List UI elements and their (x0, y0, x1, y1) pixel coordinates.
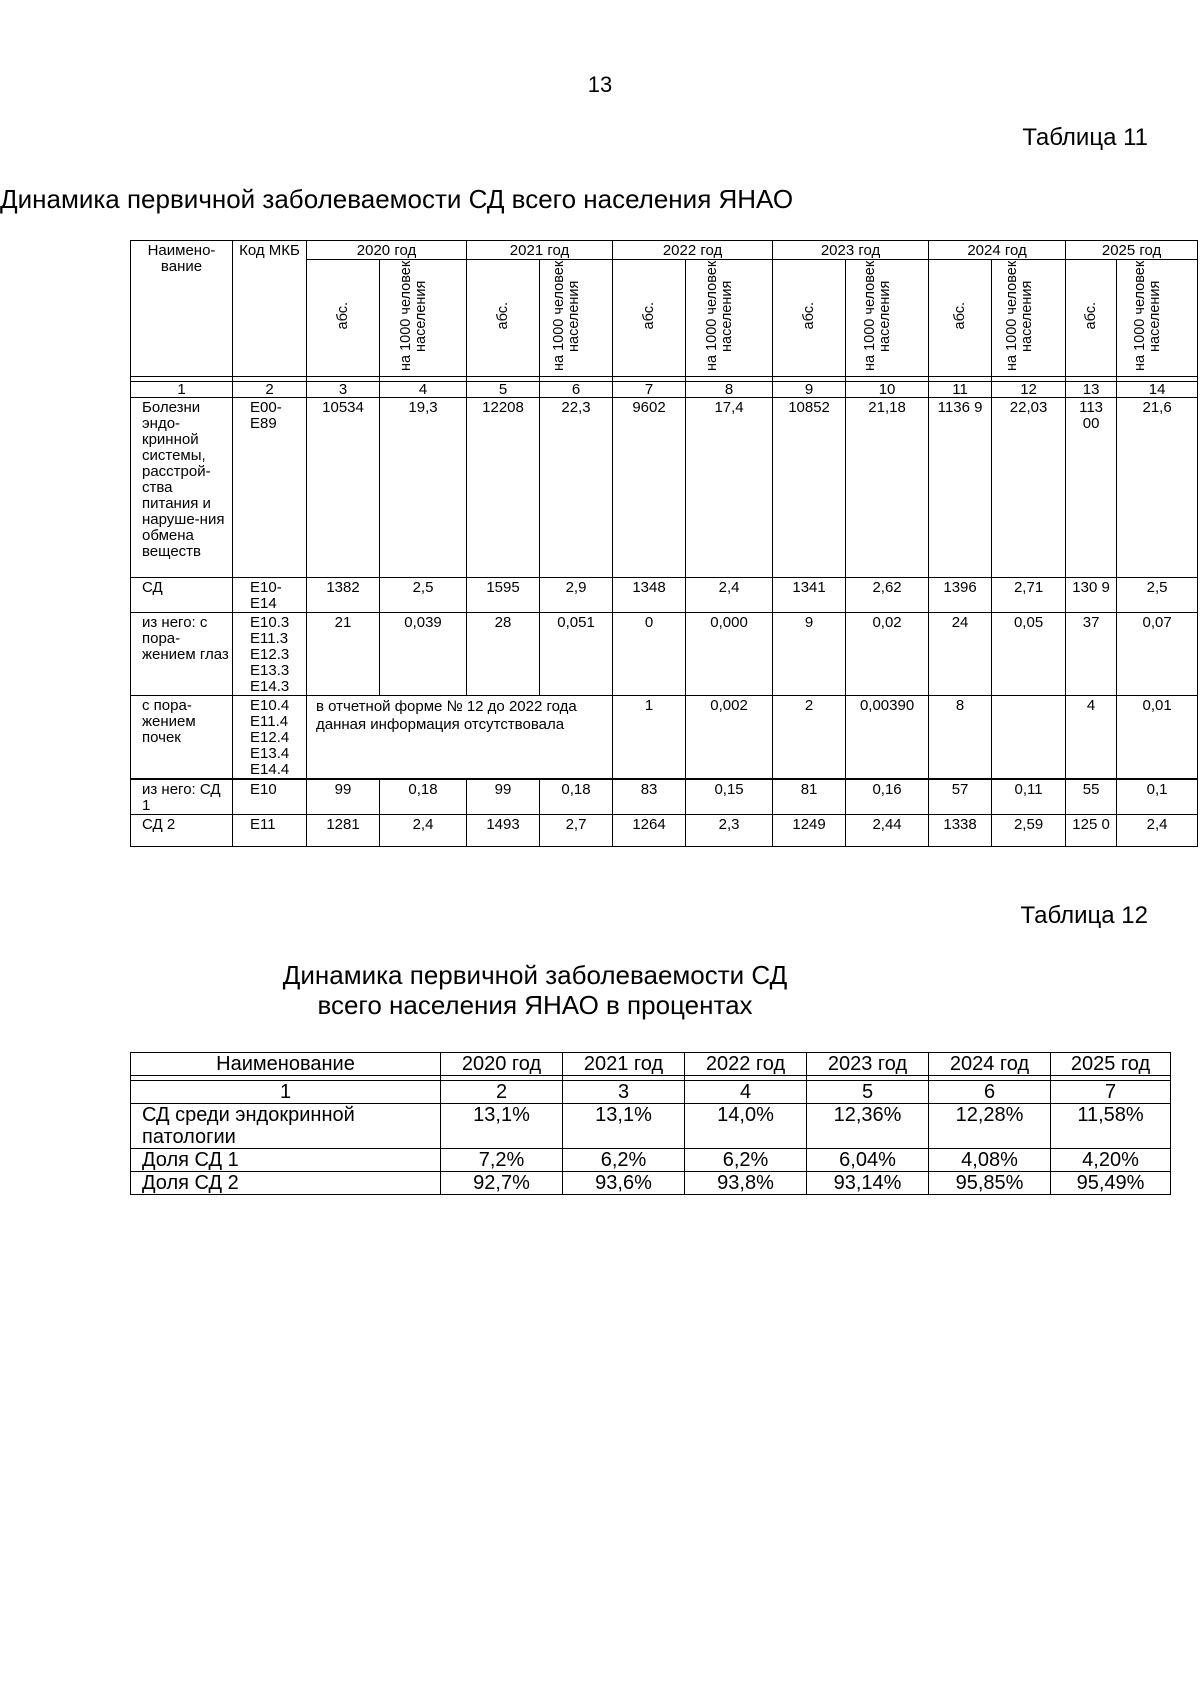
row-icd-code: Е11 (233, 815, 307, 847)
table-cell: 130 9 (1066, 578, 1117, 613)
table-cell: 1396 (929, 578, 992, 613)
table-cell: 24 (929, 613, 992, 696)
table-cell: 125 0 (1066, 815, 1117, 847)
table-cell: 2,5 (1117, 578, 1198, 613)
header-year: 2022 год (685, 1053, 807, 1076)
table-cell: 4,08% (929, 1149, 1051, 1172)
column-number: 3 (307, 382, 380, 398)
table-cell: 22,3 (540, 398, 613, 578)
table-cell: 2,4 (380, 815, 467, 847)
row-name: Болезни эндо-кринной системы, расстрой-ства питания и наруше-ния обмена веществ (131, 398, 233, 578)
column-number: 5 (807, 1081, 929, 1104)
table-cell: 0,11 (992, 779, 1066, 815)
table-cell: 1281 (307, 815, 380, 847)
table-cell: 6,04% (807, 1149, 929, 1172)
row-name: из него: с пора-жением глаз (131, 613, 233, 696)
row-name: СД среди эндокринной патологии (131, 1104, 441, 1149)
column-number: 1 (131, 1081, 441, 1104)
table-cell: 1 (613, 696, 686, 780)
column-number: 12 (992, 382, 1066, 398)
table-cell: 0,000 (686, 613, 773, 696)
header-year: 2025 год (1051, 1053, 1171, 1076)
subheader-per-1000 (1117, 260, 1198, 377)
table-cell: 57 (929, 779, 992, 815)
header-year: 2020 год (441, 1053, 563, 1076)
table-cell: 0,051 (540, 613, 613, 696)
table-cell: 99 (467, 779, 540, 815)
table-12-column-numbers-row (131, 1081, 1171, 1104)
subheader-per-1000-text: на 1000 человек населения (551, 260, 583, 372)
header-name: Наименование (131, 1053, 441, 1076)
table-cell: 9602 (613, 398, 686, 578)
table-cell: 0,16 (846, 779, 929, 815)
table-cell: 17,4 (686, 398, 773, 578)
column-number: 8 (686, 382, 773, 398)
table-cell (992, 696, 1066, 780)
table-cell: 1249 (773, 815, 846, 847)
table-cell: 92,7% (441, 1172, 563, 1195)
table-cell: 1493 (467, 815, 540, 847)
subheader-per-1000-text: на 1000 человек населения (862, 260, 894, 372)
subheader-abs (307, 260, 380, 377)
table-cell: 1264 (613, 815, 686, 847)
table-cell: 4 (1066, 696, 1117, 780)
subheader-abs-text: абс. (951, 302, 968, 330)
table-11-label: Таблица 11 (1022, 124, 1148, 151)
table-cell: 1341 (773, 578, 846, 613)
table-cell: 21,18 (846, 398, 929, 578)
table-cell: 2 (773, 696, 846, 780)
header-year: 2020 год (307, 241, 467, 260)
row-icd-code: Е10-Е14 (233, 578, 307, 613)
subheader-abs-text: абс. (334, 302, 351, 330)
table-cell: 1382 (307, 578, 380, 613)
subheader-abs-text: абс. (640, 302, 657, 330)
table-cell: 8 (929, 696, 992, 780)
table-cell: 13,1% (563, 1104, 685, 1149)
table-cell: 1595 (467, 578, 540, 613)
subheader-abs-text: абс. (800, 302, 817, 330)
column-number: 9 (773, 382, 846, 398)
column-number: 6 (929, 1081, 1051, 1104)
table-cell: 0,1 (1117, 779, 1198, 815)
subheader-abs (1066, 260, 1117, 377)
table-row (131, 779, 1198, 815)
row-icd-code: Е10 (233, 779, 307, 815)
table-row (131, 1149, 1171, 1172)
table-cell: 10852 (773, 398, 846, 578)
table-cell: 0,002 (686, 696, 773, 780)
table-cell: 22,03 (992, 398, 1066, 578)
table-cell: 12208 (467, 398, 540, 578)
table-cell: 2,3 (686, 815, 773, 847)
table-cell: 93,8% (685, 1172, 807, 1195)
table-row (131, 815, 1198, 847)
table-cell: 0,18 (540, 779, 613, 815)
header-year: 2022 год (613, 241, 773, 260)
subheader-per-1000 (380, 260, 467, 377)
table-11-year-header-row (131, 241, 1198, 260)
header-year: 2024 год (929, 241, 1066, 260)
table-row (131, 696, 1198, 780)
table-cell: 95,49% (1051, 1172, 1171, 1195)
table-cell: 4,20% (1051, 1149, 1171, 1172)
table-cell: 55 (1066, 779, 1117, 815)
table-12-label: Таблица 12 (1020, 902, 1148, 929)
table-cell: 21,6 (1117, 398, 1198, 578)
table-cell: 2,71 (992, 578, 1066, 613)
row-name: Доля СД 2 (131, 1172, 441, 1195)
table-cell: 6,2% (685, 1149, 807, 1172)
table-cell: 99 (307, 779, 380, 815)
subheader-abs (467, 260, 540, 377)
table-cell: 0,039 (380, 613, 467, 696)
row-name: СД (131, 578, 233, 613)
table-cell: 0,02 (846, 613, 929, 696)
table-11 (130, 240, 1198, 847)
table-row (131, 1104, 1171, 1149)
header-year: 2023 год (773, 241, 929, 260)
table-cell: 1136 9 (929, 398, 992, 578)
row-icd-code: Е10.4 Е11.4 Е12.4 Е13.4 Е14.4 (233, 696, 307, 780)
table-cell: 2,9 (540, 578, 613, 613)
column-number: 5 (467, 382, 540, 398)
table-cell: 37 (1066, 613, 1117, 696)
row-name: Доля СД 1 (131, 1149, 441, 1172)
subheader-per-1000-text: на 1000 человек населения (398, 260, 429, 372)
table-cell: 19,3 (380, 398, 467, 578)
header-year: 2023 год (807, 1053, 929, 1076)
column-number: 6 (540, 382, 613, 398)
table-cell: 93,6% (563, 1172, 685, 1195)
table-12-title (0, 960, 1070, 1020)
table-12 (130, 1052, 1171, 1195)
row-icd-code: Е10.3 Е11.3 Е12.3 Е13.3 Е14.3 (233, 613, 307, 696)
header-year: 2021 год (563, 1053, 685, 1076)
table-cell: 6,2% (563, 1149, 685, 1172)
table-cell: 0,18 (380, 779, 467, 815)
subheader-abs-text: абс. (1082, 302, 1099, 330)
subheader-per-1000-text: на 1000 человек населения (1132, 260, 1164, 372)
table-cell: 2,44 (846, 815, 929, 847)
table-cell: 2,5 (380, 578, 467, 613)
table-cell: 81 (773, 779, 846, 815)
column-number: 4 (685, 1081, 807, 1104)
table-cell: 113 00 (1066, 398, 1117, 578)
table-row (131, 1172, 1171, 1195)
table-cell: 12,36% (807, 1104, 929, 1149)
table-cell: 2,4 (686, 578, 773, 613)
table-cell: 1348 (613, 578, 686, 613)
table-cell: 1338 (929, 815, 992, 847)
table-cell: 2,4 (1117, 815, 1198, 847)
table-cell: 13,1% (441, 1104, 563, 1149)
table-cell: 21 (307, 613, 380, 696)
column-number: 3 (563, 1081, 685, 1104)
row-note: в отчетной форме № 12 до 2022 года данная информация отсутствовала (307, 696, 613, 780)
header-code: Код МКБ (233, 241, 307, 377)
table-row (131, 578, 1198, 613)
table-cell: 95,85% (929, 1172, 1051, 1195)
column-number: 13 (1066, 382, 1117, 398)
column-number: 4 (380, 382, 467, 398)
table-11-column-numbers-row (131, 382, 1198, 398)
table-12-header-row (131, 1053, 1171, 1076)
row-name: СД 2 (131, 815, 233, 847)
subheader-abs (773, 260, 846, 377)
row-name: из него: СД 1 (131, 779, 233, 815)
column-number: 1 (131, 382, 233, 398)
table-cell: 0,01 (1117, 696, 1198, 780)
table-cell: 0,07 (1117, 613, 1198, 696)
column-number: 7 (613, 382, 686, 398)
subheader-per-1000-text: на 1000 человек населения (1003, 260, 1035, 372)
row-name: с пора-жением почек (131, 696, 233, 780)
table-cell: 14,0% (685, 1104, 807, 1149)
table-cell: 10534 (307, 398, 380, 578)
table-row (131, 398, 1198, 578)
column-number: 2 (441, 1081, 563, 1104)
table-cell: 12,28% (929, 1104, 1051, 1149)
subheader-per-1000 (686, 260, 773, 377)
subheader-abs (929, 260, 992, 377)
table-cell: 7,2% (441, 1149, 563, 1172)
column-number: 14 (1117, 382, 1198, 398)
subheader-per-1000-text: на 1000 человек населения (704, 260, 736, 372)
table-cell: 0,00390 (846, 696, 929, 780)
table-cell: 0,15 (686, 779, 773, 815)
table-cell: 2,7 (540, 815, 613, 847)
table-cell: 2,62 (846, 578, 929, 613)
column-number: 11 (929, 382, 992, 398)
subheader-per-1000 (846, 260, 929, 377)
table-cell: 11,58% (1051, 1104, 1171, 1149)
table-cell: 2,59 (992, 815, 1066, 847)
column-number: 2 (233, 382, 307, 398)
table-cell: 28 (467, 613, 540, 696)
subheader-abs (613, 260, 686, 377)
row-icd-code: Е00-Е89 (233, 398, 307, 578)
header-name: Наимено-вание (131, 241, 233, 377)
page-number: 13 (587, 72, 613, 97)
subheader-per-1000 (992, 260, 1066, 377)
header-year: 2025 год (1066, 241, 1198, 260)
table-row (131, 613, 1198, 696)
header-year: 2024 год (929, 1053, 1051, 1076)
table-cell: 0 (613, 613, 686, 696)
table-cell: 0,05 (992, 613, 1066, 696)
subheader-per-1000 (540, 260, 613, 377)
column-number: 7 (1051, 1081, 1171, 1104)
column-number: 10 (846, 382, 929, 398)
table-cell: 93,14% (807, 1172, 929, 1195)
table-11-title: Динамика первичной заболеваемости СД всего населения ЯНАО (0, 184, 794, 214)
table-12-title-line1: Динамика первичной заболеваемости СД (282, 960, 788, 990)
table-cell: 9 (773, 613, 846, 696)
table-cell: 83 (613, 779, 686, 815)
subheader-abs-text: абс. (494, 302, 511, 330)
table-12-title-line2: всего населения ЯНАО в процентах (317, 990, 753, 1020)
header-year: 2021 год (467, 241, 613, 260)
